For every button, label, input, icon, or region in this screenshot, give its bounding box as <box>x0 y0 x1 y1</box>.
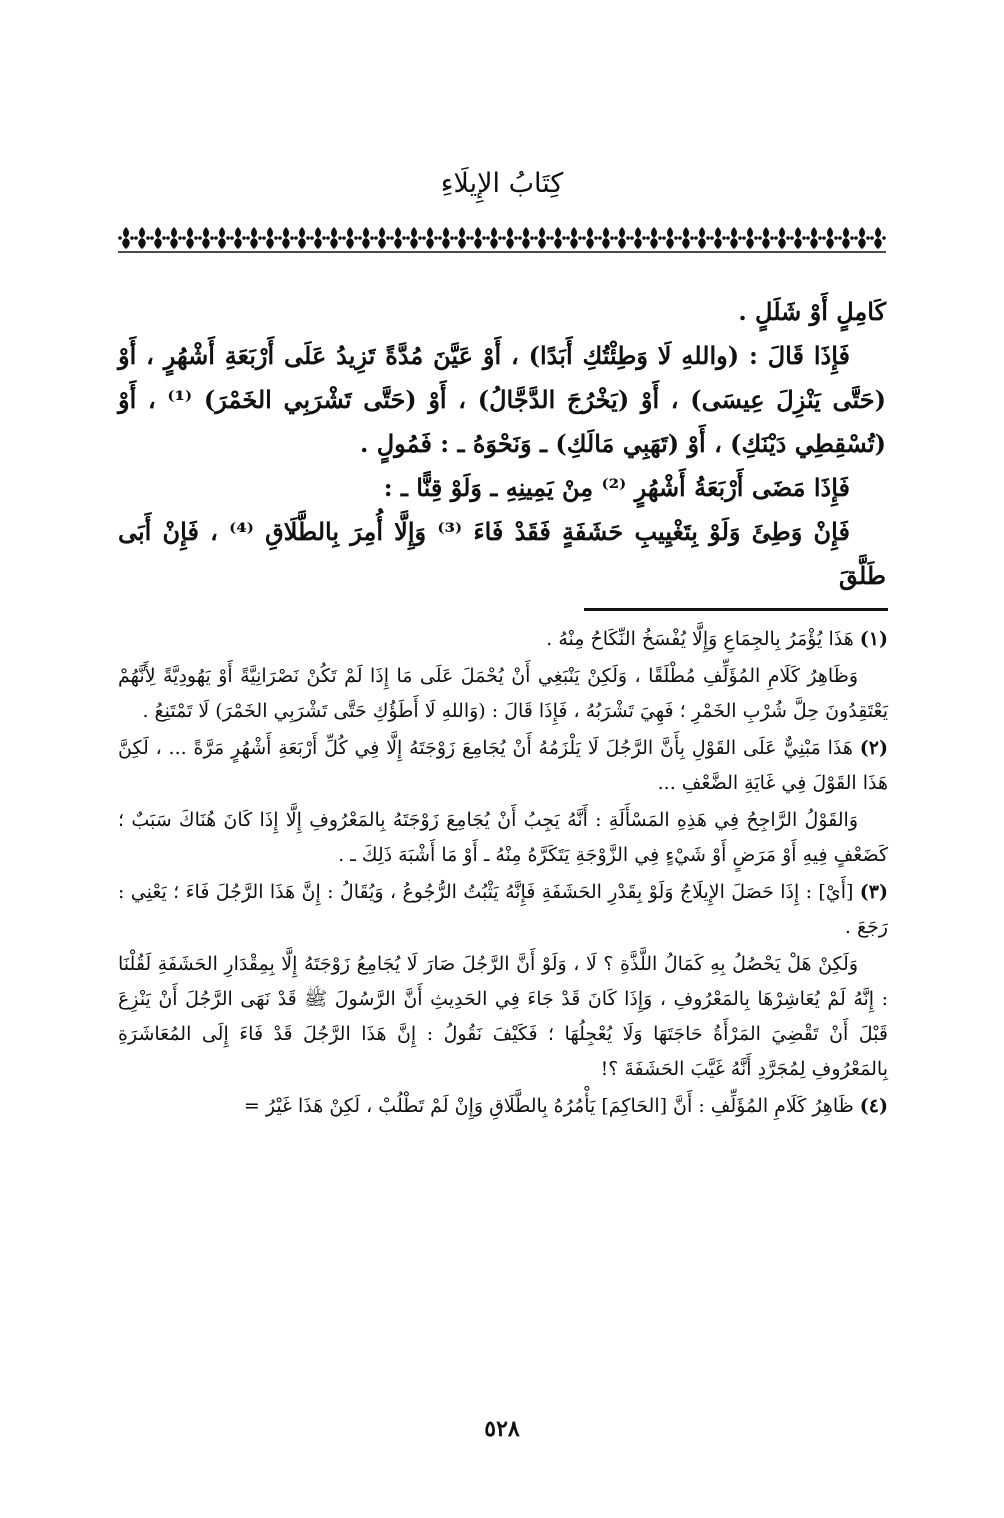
main-paragraph: فَإِنْ وَطِئَ وَلَوْ بِتَغْيِيبِ حَشَفَةٍ فَقَدْ فَاءَ ⁽³⁾ وَإِلَّا أُمِرَ بِالطَّلَاقِ ⁽⁴⁾ ، فَإِنْ أَبَى طَلَّقَ <box>118 517 886 590</box>
footnote-text: وَلَكِنْ هَلْ يَحْصُلُ بِهِ كَمَالُ اللَّذَّةِ ؟ لَا ، وَلَوْ أَنَّ الرَّجُلَ صَارَ لَا يُجَامِعُ زَوْجَتَهُ إِلَّا بِمِقْدَارِ الحَشَفَةِ لَقُلْنَا : إِنَّهُ لَمْ يُعَاشِرْهَا بِالمَعْرُوفِ ، وَإِذَا كَانَ قَدْ جَاءَ فِي الحَدِيثِ أَنَّ الرَّسُولَ ﷺ قَدْ نَهَى الرَّجُلَ أَنْ يَنْزِعَ قَبْلَ أَنْ تَقْضِيَ المَرْأَةُ حَاجَتَهَا وَلَا يُعْجِلُهَا ؛ فَكَيْفَ نَقُولُ : إِنَّ هَذَا الرَّجُلَ قَدْ فَاءَ إِلَى المُعَاشَرَةِ بِالمَعْرُوفِ لِمُجَرَّدِ أَنَّهُ غَيَّبَ الحَشَفَةَ ؟! <box>118 953 888 1080</box>
main-paragraph: فَإِذَا مَضَى أَرْبَعَةُ أَشْهُرٍ ⁽²⁾ مِنْ يَمِينِهِ ـ وَلَوْ قِنًّا ـ : <box>383 473 850 502</box>
footnotes-block <box>118 622 888 1126</box>
footnote-number: (٣) <box>859 881 889 903</box>
footnote-text: هَذَا مَبْنِيٌّ عَلَى القَوْلِ بِأَنَّ الرَّجُلَ لَا يَلْزَمُهُ أَنْ يُجَامِعَ زَوْجَتَهُ إِلَّا فِي كُلِّ أَرْبَعَةِ أَشْهُرٍ مَرَّةً ... ، لَكِنَّ هَذَا القَوْلَ فِي غَايَةِ الضَّعْفِ ... <box>118 737 888 794</box>
footnote-text: وَظَاهِرُ كَلَامِ المُؤَلِّفِ مُطْلَقًا ، وَلَكِنْ يَنْبَغِي أَنْ يُحْمَلَ عَلَى مَا إِذَا لَمْ تَكُنْ نَصْرَانِيَّةً أَوْ يَهُودِيَّةً لِأَنَّهُمْ يَعْتَقِدُونَ حِلَّ شُرْبِ الخَمْرِ ؛ فَهِيَ تَشْرَبُهُ ، فَإِذَا قَالَ : (وَاللهِ لَا أَطَؤُكِ حَتَّى تَشْرَبِي الخَمْرَ) لَا تَمْتَنِعُ . <box>118 665 888 722</box>
page-header-title: كِتَابُ الإِيلَاءِ <box>440 168 564 199</box>
footnote-2 <box>118 731 888 801</box>
footnote-3 <box>118 875 888 945</box>
footnote-number: (٤) <box>859 1095 888 1117</box>
footnote-separator <box>584 608 888 611</box>
footnote-4 <box>118 1089 888 1124</box>
main-paragraph: فَإِذَا قَالَ : (واللهِ لَا وَطِئْتُكِ أَبَدًا) ، أَوْ عَيَّنَ مُدَّةً تَزِيدُ عَلَى أَرْبَعَةِ أَشْهُرٍ ، أَوْ (حَتَّى يَنْزِلَ عِيسَى) ، أَوْ (يَخْرُجَ الدَّجَّالُ) ، أَوْ (حَتَّى تَشْرَبِي الخَمْرَ) ⁽¹⁾ ، أَوْ (تُسْقِطِي دَيْنَكِ) ، أَوْ (تَهَبِي مَالَكِ) ـ وَنَحْوَهُ ـ : فَمُولٍ . <box>118 341 886 458</box>
footnote-text: ظَاهِرُ كَلَامِ المُؤَلِّفِ : أَنَّ [الحَاكِمَ] يَأْمُرُهُ بِالطَّلَاقِ وَإِنْ لَمْ تَطْلُبْ ، لَكِنْ هَذَا غَيْرُ = <box>243 1095 854 1117</box>
page-number: ٥٢٨ <box>484 1416 520 1442</box>
floral-border-ornament-icon <box>118 223 886 253</box>
main-paragraph: كَامِلٍ أَوْ شَلَلٍ . <box>738 297 886 326</box>
footnote-1 <box>118 622 888 657</box>
footnote-text: [أَيْ] : إِذَا حَصَلَ الإِيلَاجُ وَلَوْ بِقَدْرِ الحَشَفَةِ فَإِنَّهُ يَثْبُتُ الرُّجُوعُ ، وَيُقَالُ : إِنَّ هَذَا الرَّجُلَ فَاءَ ؛ يَعْنِي : رَجَعَ . <box>118 881 888 938</box>
footnote-number: (١) <box>859 628 888 650</box>
footnote-text: هَذَا يُؤْمَرُ بِالجِمَاعِ وَإِلَّا يُفْسَخُ النِّكَاحُ مِنْهُ . <box>546 628 854 650</box>
footnote-number: (٢) <box>859 737 888 759</box>
main-text-block <box>118 290 886 598</box>
footnote-text: وَالقَوْلُ الرَّاجِحُ فِي هَذِهِ المَسْأَلَةِ : أَنَّهُ يَجِبُ أَنْ يُجَامِعَ زَوْجَتَهُ بِالمَعْرُوفِ إِلَّا إِذَا كَانَ هُنَاكَ سَبَبٌ ؛ كَضَعْفٍ فِيهِ أَوْ مَرَضٍ أَوْ شَيْءٍ فِي الزَّوْجَةِ يَتَكَرَّهُ مِنْهُ ـ أَوْ مَا أَشْبَهَ ذَلِكَ ـ . <box>118 809 888 866</box>
